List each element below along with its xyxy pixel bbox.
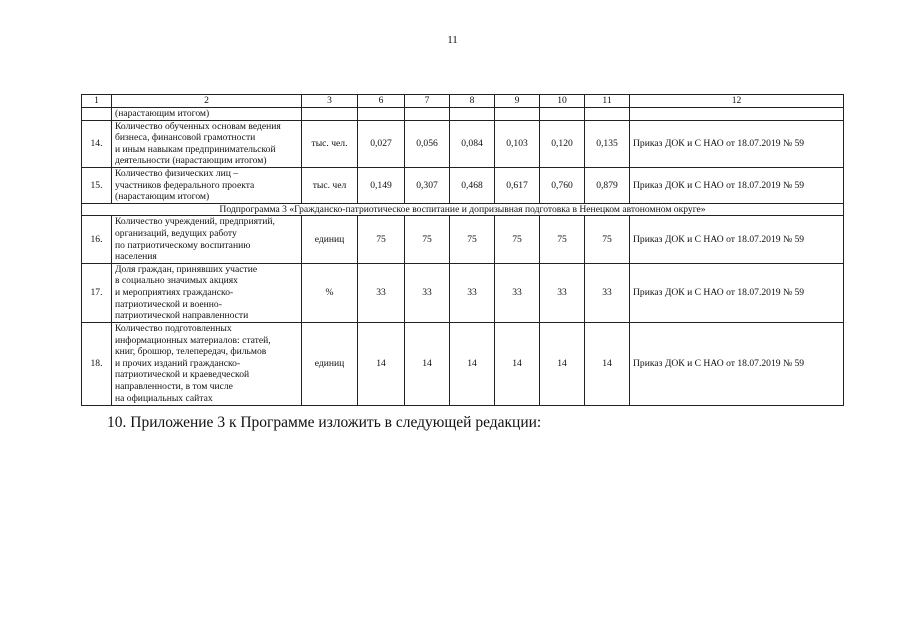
value-cell [405, 108, 450, 121]
indicator-name-line: Количество учреждений, предприятий, [115, 216, 275, 228]
value-cell: 0,468 [450, 167, 495, 203]
table-row [82, 216, 844, 263]
source-cell: Приказ ДОК и С НАО от 18.07.2019 № 59 [630, 322, 844, 405]
value-cell: 0,084 [450, 120, 495, 167]
unit-cell [302, 108, 358, 121]
row-number: 14. [82, 120, 112, 167]
indicators-table [81, 94, 844, 406]
column-header: 1 [82, 95, 112, 108]
indicator-name-line: и прочих изданий гражданско- [115, 357, 241, 369]
indicator-name [112, 167, 302, 203]
value-cell [495, 108, 540, 121]
indicator-name-line: участников федерального проекта [115, 179, 255, 191]
value-cell: 75 [405, 216, 450, 263]
indicator-name [112, 120, 302, 167]
source-cell: Приказ ДОК и С НАО от 18.07.2019 № 59 [630, 216, 844, 263]
source-cell [630, 108, 844, 121]
page-number: 11 [447, 34, 458, 46]
source-cell: Приказ ДОК и С НАО от 18.07.2019 № 59 [630, 263, 844, 322]
indicator-name-line: Количество обученных основам ведения [115, 120, 281, 132]
indicator-name-line: в социально значимых акциях [115, 275, 238, 287]
row-number: 18. [82, 322, 112, 405]
value-cell: 14 [358, 322, 405, 405]
indicator-name-line: (нарастающим итогом) [115, 108, 210, 119]
value-cell: 75 [585, 216, 630, 263]
indicator-name [112, 322, 302, 405]
indicator-name-line: патриотической и краеведческой [115, 369, 250, 381]
value-cell: 33 [585, 263, 630, 322]
indicator-name-line: Количество физических лиц – [115, 167, 239, 179]
value-cell: 75 [495, 216, 540, 263]
value-cell: 75 [540, 216, 585, 263]
column-header: 10 [540, 95, 585, 108]
value-cell: 0,760 [540, 167, 585, 203]
value-cell: 0,307 [405, 167, 450, 203]
source-cell: Приказ ДОК и С НАО от 18.07.2019 № 59 [630, 120, 844, 167]
column-header: 11 [585, 95, 630, 108]
indicator-name [112, 108, 302, 121]
column-header: 6 [358, 95, 405, 108]
column-header: 12 [630, 95, 844, 108]
table-body [82, 95, 844, 406]
row-number: 16. [82, 216, 112, 263]
value-cell: 33 [450, 263, 495, 322]
subprogram-title: Подпрограмма 3 «Гражданско-патриотическое воспитание и допризывная подготовка в Ненецком автономном округе» [82, 203, 844, 216]
value-cell: 0,056 [405, 120, 450, 167]
indicator-name-line: (нарастающим итогом) [115, 191, 210, 203]
indicator-name-line: и иным навыкам предпринимательской [115, 143, 276, 155]
indicator-name-line: и мероприятиях гражданско- [115, 286, 234, 298]
value-cell: 0,027 [358, 120, 405, 167]
indicator-name-line: деятельности (нарастающим итогом) [115, 155, 267, 167]
value-cell: 75 [358, 216, 405, 263]
table-row [82, 108, 844, 121]
indicator-name-line: бизнеса, финансовой грамотности [115, 132, 256, 144]
row-number: 17. [82, 263, 112, 322]
unit-cell: тыс. чел [302, 167, 358, 203]
indicator-name-line: организаций, ведущих работу [115, 227, 237, 239]
value-cell: 0,135 [585, 120, 630, 167]
value-cell: 14 [585, 322, 630, 405]
unit-cell: единиц [302, 322, 358, 405]
value-cell [450, 108, 495, 121]
row-number [82, 108, 112, 121]
value-cell: 75 [450, 216, 495, 263]
indicator-name-line: Количество подготовленных [115, 323, 232, 335]
column-header: 9 [495, 95, 540, 108]
value-cell: 33 [540, 263, 585, 322]
indicator-name [112, 216, 302, 263]
unit-cell: тыс. чел. [302, 120, 358, 167]
indicator-name-line: книг, брошюр, телепередач, фильмов [115, 346, 267, 358]
value-cell: 0,149 [358, 167, 405, 203]
indicator-name-line: Доля граждан, принявших участие [115, 263, 258, 275]
value-cell: 14 [495, 322, 540, 405]
column-header: 7 [405, 95, 450, 108]
unit-cell: единиц [302, 216, 358, 263]
value-cell: 0,103 [495, 120, 540, 167]
value-cell [540, 108, 585, 121]
value-cell: 0,120 [540, 120, 585, 167]
indicator-name-line: информационных материалов: статей, [115, 334, 271, 346]
column-header: 8 [450, 95, 495, 108]
indicator-name-line: по патриотическому воспитанию [115, 239, 251, 251]
value-cell [585, 108, 630, 121]
unit-cell: % [302, 263, 358, 322]
value-cell: 14 [540, 322, 585, 405]
value-cell: 14 [405, 322, 450, 405]
table-header-row [82, 95, 844, 108]
value-cell [358, 108, 405, 121]
indicator-name-line: патриотической направленности [115, 310, 249, 322]
table-row [82, 120, 844, 167]
footer-instruction: 10. Приложение 3 к Программе изложить в следующей редакции: [107, 414, 542, 431]
indicator-name-line: патриотической и военно- [115, 298, 222, 310]
value-cell: 33 [495, 263, 540, 322]
indicator-name [112, 263, 302, 322]
subprogram-header-row [82, 203, 844, 216]
value-cell: 14 [450, 322, 495, 405]
indicator-name-line: направленности, в том числе [115, 381, 233, 393]
indicator-name-line: на официальных сайтах [115, 392, 213, 404]
value-cell: 33 [358, 263, 405, 322]
table-row [82, 322, 844, 405]
column-header: 2 [112, 95, 302, 108]
value-cell: 0,879 [585, 167, 630, 203]
row-number: 15. [82, 167, 112, 203]
indicator-name-line: населения [115, 251, 157, 263]
value-cell: 0,617 [495, 167, 540, 203]
source-cell: Приказ ДОК и С НАО от 18.07.2019 № 59 [630, 167, 844, 203]
column-header: 3 [302, 95, 358, 108]
table-row [82, 263, 844, 322]
value-cell: 33 [405, 263, 450, 322]
table-row [82, 167, 844, 203]
